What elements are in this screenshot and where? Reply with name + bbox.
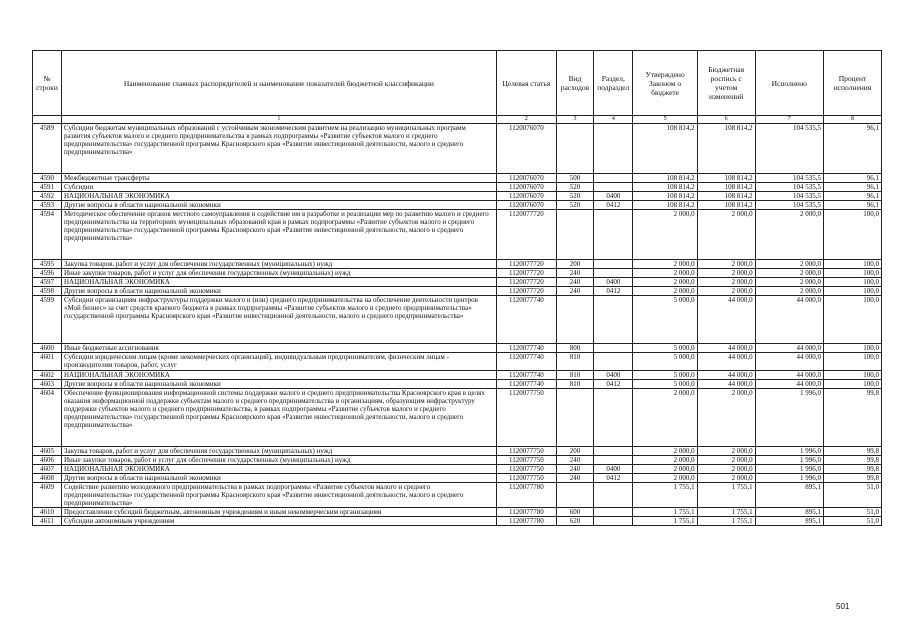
row-percent: 96,1 (823, 183, 881, 192)
row-section (594, 296, 633, 344)
row-kind: 240 (556, 455, 593, 464)
table-row (33, 278, 882, 287)
row-percent: 96,1 (823, 192, 881, 201)
row-approved: 5 000,0 (633, 379, 697, 388)
row-name: Субсидии юридическим лицам (кроме некоммерческих организаций), индивидуальным предпринимателям, физическим лицам - производителям товаров, работ, услуг (61, 353, 496, 370)
row-number: 4600 (33, 344, 62, 353)
row-percent: 99,8 (823, 446, 881, 455)
row-percent: 99,8 (823, 388, 881, 446)
row-target: 1120077720 (496, 210, 556, 260)
row-kind (556, 210, 593, 260)
row-approved: 2 000,0 (633, 269, 697, 278)
row-percent: 96,1 (823, 174, 881, 183)
row-kind: 240 (556, 473, 593, 482)
row-executed: 1 996,0 (755, 388, 823, 446)
header-row-no: № строки (33, 51, 62, 116)
row-target: 1120077750 (496, 464, 556, 473)
row-kind: 240 (556, 269, 593, 278)
column-number: 8 (823, 116, 881, 124)
table-row (33, 296, 882, 344)
row-kind: 800 (556, 344, 593, 353)
row-kind: 240 (556, 464, 593, 473)
row-number: 4597 (33, 278, 62, 287)
row-budget: 2 000,0 (697, 278, 755, 287)
row-executed: 1 996,0 (755, 446, 823, 455)
row-name: НАЦИОНАЛЬНАЯ ЭКОНОМИКА (61, 192, 496, 201)
row-number: 4610 (33, 507, 62, 516)
row-kind: 500 (556, 174, 593, 183)
row-percent: 99,8 (823, 455, 881, 464)
row-percent: 100,0 (823, 210, 881, 260)
row-approved: 1 755,1 (633, 516, 697, 525)
row-section: 0400 (594, 370, 633, 379)
row-name: Иные закупки товаров, работ и услуг для обеспечения государственных (муниципальных) нужд (61, 269, 496, 278)
column-number: 7 (755, 116, 823, 124)
row-target: 1120077740 (496, 379, 556, 388)
row-section (594, 446, 633, 455)
table-row (33, 353, 882, 370)
row-section (594, 344, 633, 353)
table-body (33, 124, 882, 526)
row-name: Другие вопросы в области национальной экономики (61, 473, 496, 482)
row-target: 1120077740 (496, 344, 556, 353)
row-target: 1120077750 (496, 473, 556, 482)
row-section (594, 516, 633, 525)
row-percent: 99,8 (823, 473, 881, 482)
table-row (33, 370, 882, 379)
row-executed: 44 000,0 (755, 370, 823, 379)
row-budget: 2 000,0 (697, 260, 755, 269)
row-executed: 1 996,0 (755, 473, 823, 482)
table-row (33, 192, 882, 201)
row-number: 4611 (33, 516, 62, 525)
row-name: Закупка товаров, работ и услуг для обеспечения государственных (муниципальных) нужд (61, 260, 496, 269)
row-name: Субсидии организациям инфраструктуры поддержки малого и (или) среднего предпринимательства на обеспечение деятельности центров «Мой бизнес» за счет средств краевого бюджета в рамках подпрограммы «Развитие субъектов малого и среднего предпринимательства» государственной программы Красноярского края «Развитие инвестиционной деятельности, малого и среднего предпринимательства» (61, 296, 496, 344)
row-number: 4592 (33, 192, 62, 201)
row-target: 1120077720 (496, 278, 556, 287)
header-budget: Бюджетная роспись с учетом изменений (697, 51, 755, 116)
row-number: 4604 (33, 388, 62, 446)
row-name: Обеспечение функционирования информационной системы поддержки малого и среднего предпринимательства Красноярского края в целях оказания информационной поддержки субъектам малого и среднего предпринимательства и организациям, образующим инфраструктуру поддержки субъектов малого и среднего предпринимательства, в рамках подпрограммы «Развитие субъектов малого и среднего предпринимательства» государственной программы Красноярского края «Развитие инвестиционной деятельности, малого и среднего предпринимательства» (61, 388, 496, 446)
table-row (33, 269, 882, 278)
row-section: 0412 (594, 201, 633, 210)
row-target: 1120077720 (496, 287, 556, 296)
row-approved: 5 000,0 (633, 344, 697, 353)
row-target: 1120076070 (496, 183, 556, 192)
row-target: 1120077780 (496, 507, 556, 516)
row-number: 4593 (33, 201, 62, 210)
row-number: 4601 (33, 353, 62, 370)
row-executed: 2 000,0 (755, 269, 823, 278)
table-row (33, 455, 882, 464)
row-section: 0400 (594, 464, 633, 473)
row-section (594, 174, 633, 183)
row-budget: 2 000,0 (697, 455, 755, 464)
row-section (594, 388, 633, 446)
table-row (33, 388, 882, 446)
row-target: 1120076070 (496, 124, 556, 174)
row-executed: 1 996,0 (755, 464, 823, 473)
row-section (594, 507, 633, 516)
column-number: 1 (61, 116, 496, 124)
row-section (594, 353, 633, 370)
row-name: Методическое обеспечение органов местного самоуправления и содействие им в разработке и реализации мер по развитию малого и среднего предпринимательства на территориях муниципальных образований края в рамках подпрограммы «Развитие субъектов малого и среднего предпринимательства» государственной программы Красноярского края «Развитие инвестиционной деятельности, малого и среднего предпринимательства» (61, 210, 496, 260)
row-approved: 2 000,0 (633, 287, 697, 296)
row-executed: 104 535,5 (755, 183, 823, 192)
row-target: 1120077720 (496, 269, 556, 278)
row-executed: 104 535,5 (755, 124, 823, 174)
row-approved: 5 000,0 (633, 370, 697, 379)
row-kind: 810 (556, 370, 593, 379)
row-number: 4609 (33, 482, 62, 507)
row-budget: 108 814,2 (697, 174, 755, 183)
row-approved: 2 000,0 (633, 210, 697, 260)
row-number: 4598 (33, 287, 62, 296)
row-section (594, 183, 633, 192)
row-kind: 810 (556, 379, 593, 388)
row-executed: 44 000,0 (755, 344, 823, 353)
row-budget: 1 755,1 (697, 516, 755, 525)
row-target: 1120076070 (496, 192, 556, 201)
row-target: 1120077720 (496, 260, 556, 269)
header-executed: Исполнено (755, 51, 823, 116)
row-percent: 100,0 (823, 379, 881, 388)
row-name: НАЦИОНАЛЬНАЯ ЭКОНОМИКА (61, 464, 496, 473)
table-row (33, 174, 882, 183)
row-number: 4606 (33, 455, 62, 464)
row-approved: 5 000,0 (633, 296, 697, 344)
row-percent: 99,8 (823, 464, 881, 473)
row-executed: 2 000,0 (755, 260, 823, 269)
row-budget: 2 000,0 (697, 287, 755, 296)
row-kind: 200 (556, 260, 593, 269)
row-approved: 108 814,2 (633, 174, 697, 183)
row-budget: 2 000,0 (697, 446, 755, 455)
column-number: 5 (633, 116, 697, 124)
row-number: 4591 (33, 183, 62, 192)
row-name: НАЦИОНАЛЬНАЯ ЭКОНОМИКА (61, 278, 496, 287)
row-number: 4595 (33, 260, 62, 269)
column-numbers-row (33, 116, 882, 124)
row-approved: 2 000,0 (633, 473, 697, 482)
row-percent: 96,1 (823, 124, 881, 174)
row-executed: 895,1 (755, 507, 823, 516)
row-name: Иные закупки товаров, работ и услуг для обеспечения государственных (муниципальных) нужд (61, 455, 496, 464)
row-kind (556, 388, 593, 446)
table-row (33, 507, 882, 516)
row-kind: 200 (556, 446, 593, 455)
row-section (594, 124, 633, 174)
header-section: Раздел, подраздел (594, 51, 633, 116)
row-name: Межбюджетные трансферты (61, 174, 496, 183)
row-percent: 100,0 (823, 278, 881, 287)
row-kind: 520 (556, 201, 593, 210)
row-kind: 240 (556, 278, 593, 287)
row-executed: 104 535,5 (755, 192, 823, 201)
row-executed: 2 000,0 (755, 287, 823, 296)
table-row (33, 287, 882, 296)
row-number: 4607 (33, 464, 62, 473)
row-budget: 2 000,0 (697, 269, 755, 278)
row-name: Закупка товаров, работ и услуг для обеспечения государственных (муниципальных) нужд (61, 446, 496, 455)
row-section (594, 260, 633, 269)
row-percent: 100,0 (823, 296, 881, 344)
row-budget: 44 000,0 (697, 379, 755, 388)
row-executed: 44 000,0 (755, 379, 823, 388)
row-percent: 100,0 (823, 370, 881, 379)
row-percent: 100,0 (823, 287, 881, 296)
row-number: 4594 (33, 210, 62, 260)
table-row (33, 344, 882, 353)
row-budget: 108 814,2 (697, 192, 755, 201)
page-number: 501 (836, 602, 850, 611)
row-number: 4602 (33, 370, 62, 379)
table-row (33, 183, 882, 192)
row-section: 0412 (594, 473, 633, 482)
row-target: 1120077750 (496, 446, 556, 455)
table-row (33, 482, 882, 507)
row-number: 4608 (33, 473, 62, 482)
row-section (594, 482, 633, 507)
row-kind: 810 (556, 353, 593, 370)
row-number: 4589 (33, 124, 62, 174)
table-row (33, 201, 882, 210)
row-executed: 895,1 (755, 482, 823, 507)
row-kind: 520 (556, 183, 593, 192)
row-number: 4599 (33, 296, 62, 344)
row-approved: 2 000,0 (633, 446, 697, 455)
row-approved: 1 755,1 (633, 482, 697, 507)
column-number (33, 116, 62, 124)
row-target: 1120076070 (496, 174, 556, 183)
row-name: Другие вопросы в области национальной экономики (61, 201, 496, 210)
row-name: Содействие развитию молодежного предпринимательства в рамках подпрограммы «Развитие субъектов малого и среднего предпринимательства» государственной программы Красноярского края «Развитие инвестиционной деятельности, малого и среднего предпринимательства» (61, 482, 496, 507)
row-budget: 44 000,0 (697, 370, 755, 379)
row-kind (556, 124, 593, 174)
table-row (33, 516, 882, 525)
budget-table (32, 50, 882, 526)
row-budget: 2 000,0 (697, 210, 755, 260)
row-budget: 2 000,0 (697, 464, 755, 473)
row-approved: 108 814,2 (633, 201, 697, 210)
row-approved: 108 814,2 (633, 124, 697, 174)
header-percent: Процент исполнения (823, 51, 881, 116)
row-kind (556, 296, 593, 344)
row-name: Субсидии (61, 183, 496, 192)
row-budget: 1 755,1 (697, 482, 755, 507)
row-section: 0400 (594, 192, 633, 201)
row-approved: 2 000,0 (633, 464, 697, 473)
row-approved: 2 000,0 (633, 455, 697, 464)
row-approved: 108 814,2 (633, 192, 697, 201)
header-name: Наименование главных распорядителей и наименование показателей бюджетной классификации (61, 51, 496, 116)
row-approved: 108 814,2 (633, 183, 697, 192)
row-kind: 520 (556, 192, 593, 201)
row-kind: 600 (556, 507, 593, 516)
row-kind (556, 482, 593, 507)
row-name: Иные бюджетные ассигнования (61, 344, 496, 353)
row-target: 1120077740 (496, 353, 556, 370)
column-number: 6 (697, 116, 755, 124)
row-name: НАЦИОНАЛЬНАЯ ЭКОНОМИКА (61, 370, 496, 379)
row-target: 1120076070 (496, 201, 556, 210)
column-number: 3 (556, 116, 593, 124)
row-target: 1120077750 (496, 455, 556, 464)
row-approved: 2 000,0 (633, 388, 697, 446)
header-target: Целевая статья (496, 51, 556, 116)
row-target: 1120077740 (496, 296, 556, 344)
table-row (33, 210, 882, 260)
row-approved: 2 000,0 (633, 260, 697, 269)
header-kind: Вид расходов (556, 51, 593, 116)
row-number: 4590 (33, 174, 62, 183)
row-budget: 44 000,0 (697, 353, 755, 370)
row-section (594, 455, 633, 464)
header-approved: Утверждено Законом о бюджете (633, 51, 697, 116)
row-executed: 104 535,5 (755, 174, 823, 183)
table-row (33, 473, 882, 482)
row-budget: 108 814,2 (697, 124, 755, 174)
row-kind: 620 (556, 516, 593, 525)
row-budget: 44 000,0 (697, 296, 755, 344)
row-budget: 108 814,2 (697, 201, 755, 210)
row-executed: 1 996,0 (755, 455, 823, 464)
row-name: Предоставление субсидий бюджетным, автономным учреждениям и иным некоммерческим организациям (61, 507, 496, 516)
header-row (33, 51, 882, 116)
row-percent: 51,0 (823, 516, 881, 525)
row-percent: 100,0 (823, 344, 881, 353)
row-percent: 51,0 (823, 507, 881, 516)
table-row (33, 464, 882, 473)
table-row (33, 260, 882, 269)
table-row (33, 446, 882, 455)
row-executed: 2 000,0 (755, 210, 823, 260)
row-percent: 100,0 (823, 353, 881, 370)
row-budget: 44 000,0 (697, 344, 755, 353)
row-executed: 895,1 (755, 516, 823, 525)
row-target: 1120077780 (496, 516, 556, 525)
table-row (33, 124, 882, 174)
row-approved: 5 000,0 (633, 353, 697, 370)
row-approved: 1 755,1 (633, 507, 697, 516)
row-percent: 100,0 (823, 260, 881, 269)
row-executed: 44 000,0 (755, 353, 823, 370)
row-name: Субсидии бюджетам муниципальных образований с устойчивым экономическим развитием на реализацию муниципальных программ развития субъектов малого и среднего предпринимательства в рамках подпрограммы «Развитие субъектов малого и среднего предпринимательства» государственной программы Красноярского края «Развитие инвестиционной деятельности, малого и среднего предпринимательства» (61, 124, 496, 174)
row-percent: 96,1 (823, 201, 881, 210)
row-budget: 2 000,0 (697, 388, 755, 446)
row-section: 0400 (594, 278, 633, 287)
row-executed: 104 535,5 (755, 201, 823, 210)
table-row (33, 379, 882, 388)
column-number: 2 (496, 116, 556, 124)
row-section (594, 269, 633, 278)
row-approved: 2 000,0 (633, 278, 697, 287)
row-section (594, 210, 633, 260)
row-percent: 51,0 (823, 482, 881, 507)
row-target: 1120077740 (496, 370, 556, 379)
row-percent: 100,0 (823, 269, 881, 278)
row-budget: 108 814,2 (697, 183, 755, 192)
row-budget: 2 000,0 (697, 473, 755, 482)
row-name: Субсидии автономным учреждениям (61, 516, 496, 525)
row-kind: 240 (556, 287, 593, 296)
row-executed: 2 000,0 (755, 278, 823, 287)
row-name: Другие вопросы в области национальной экономики (61, 379, 496, 388)
row-number: 4605 (33, 446, 62, 455)
column-number: 4 (594, 116, 633, 124)
row-executed: 44 000,0 (755, 296, 823, 344)
row-target: 1120077750 (496, 388, 556, 446)
row-name: Другие вопросы в области национальной экономики (61, 287, 496, 296)
row-section: 0412 (594, 287, 633, 296)
row-budget: 1 755,1 (697, 507, 755, 516)
row-number: 4603 (33, 379, 62, 388)
row-number: 4596 (33, 269, 62, 278)
row-section: 0412 (594, 379, 633, 388)
row-target: 1120077780 (496, 482, 556, 507)
